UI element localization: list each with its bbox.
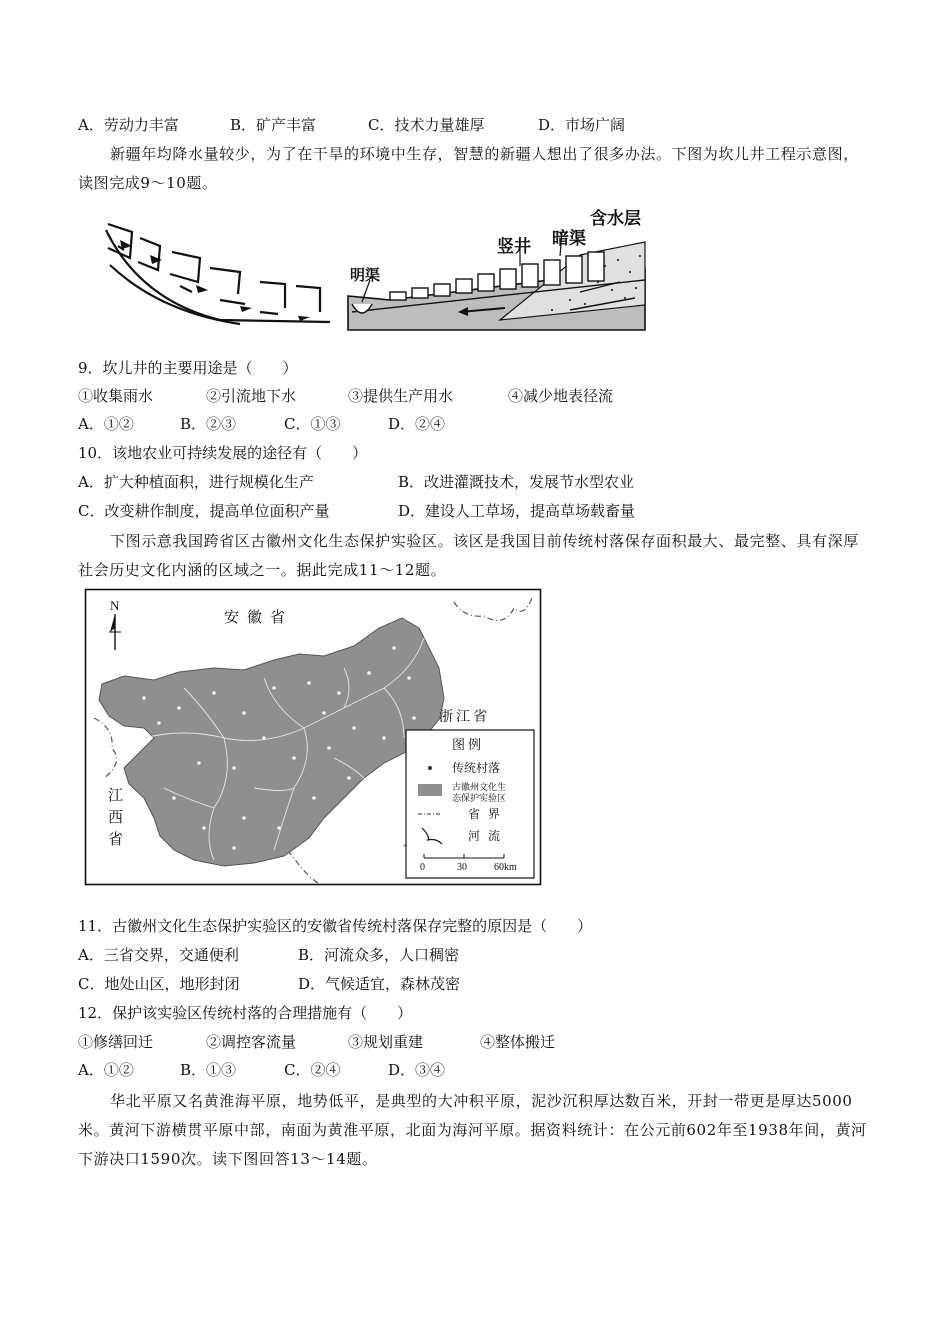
q10-choices-row1 [78, 472, 634, 492]
q9-choice-a: A．①② [78, 415, 134, 433]
scale-60: 60km [494, 862, 517, 873]
legend-river-label: 河流 [468, 829, 509, 843]
map-legend [406, 730, 534, 878]
huizhou-map [84, 588, 542, 886]
q9-stem: 9．坎儿井的主要用途是（ ） [78, 359, 298, 377]
q9-item-1: ①收集雨水 [78, 387, 154, 405]
q8-option-c: C．技术力量雄厚 [368, 116, 485, 134]
q8-options [78, 115, 625, 135]
legend-village-label: 传统村落 [452, 761, 501, 775]
q12-choice-a: A．①② [78, 1061, 134, 1079]
q11-choices-row2 [78, 974, 460, 994]
q9-item-3: ③提供生产用水 [348, 387, 454, 405]
intro-13-14: 华北平原又名黄淮海平原，地势低平，是典型的大冲积平原，泥沙沉积厚达数百米，开封一带更是厚达5000米。黄河下游横贯平原中部，南面为黄淮平原，北面为海河平原。据资料统计：在公元前602年至1938年间，黄河下游决口1590次。读下图回答13～14题。 [78, 1092, 867, 1168]
legend-title: 图例 [452, 737, 485, 752]
label-jiangxi-2: 西 [108, 810, 124, 826]
intro-11-12: 下图示意我国跨省区古徽州文化生态保护实验区。该区是我国目前传统村落保存面积最大、最完整、具有深厚社会历史文化内涵的区域之一。据此完成11～12题。 [78, 532, 859, 579]
karez-sketch-arrows [120, 240, 310, 321]
scale-0: 0 [420, 862, 425, 873]
q8-option-a: A．劳动力丰富 [78, 116, 179, 134]
q9-item-4: ④减少地表径流 [508, 387, 614, 405]
q11-choice-a: A．三省交界，交通便利 [78, 946, 239, 964]
q10-stem: 10．该地农业可持续发展的途径有（ ） [78, 444, 368, 462]
q9-choice-d: D．②④ [388, 415, 446, 433]
q9-choices [78, 414, 445, 434]
karez-label-aquifer: 含水层 [590, 209, 641, 229]
q11-stem: 11．古徽州文化生态保护实验区的安徽省传统村落保存完整的原因是（ ） [78, 917, 593, 935]
karez-label-dark-canal: 暗渠 [552, 229, 586, 249]
q11-choice-b: B．河流众多，人口稠密 [298, 946, 460, 964]
q10-choices-row2 [78, 501, 635, 521]
q10-choice-d: D．建设人工草场，提高草场载畜量 [398, 502, 636, 520]
q8-option-b: B．矿产丰富 [230, 116, 317, 134]
q9-choice-c: C．①③ [284, 415, 341, 433]
intro-9-10: 新疆年均降水量较少，为了在干旱的环境中生存，智慧的新疆人想出了很多办法。下图为坎儿井工程示意图，读图完成9～10题。 [78, 145, 859, 192]
karez-diagram [100, 200, 660, 335]
q9-items [78, 386, 613, 406]
north-label: N [110, 598, 120, 613]
label-anhui: 安徽省 [224, 610, 294, 626]
q12-item-2: ②调控客流量 [206, 1033, 297, 1051]
karez-label-shaft: 竖井 [497, 237, 531, 257]
scale-30: 30 [457, 862, 467, 873]
legend-zone-symbol [418, 784, 442, 796]
q10-choice-c: C．改变耕作制度，提高单位面积产量 [78, 502, 330, 520]
q12-choices [78, 1060, 445, 1080]
q11-choice-c: C．地处山区，地形封闭 [78, 975, 240, 993]
q12-item-1: ①修缮回迁 [78, 1033, 154, 1051]
q12-choice-b: B．①③ [180, 1061, 237, 1079]
q9-item-2: ②引流地下水 [206, 387, 297, 405]
q12-item-4: ④整体搬迁 [480, 1033, 556, 1051]
q10-choice-a: A．扩大种植面积，进行规模化生产 [78, 473, 314, 491]
karez-label-open-canal: 明渠 [350, 266, 381, 284]
q11-choices-row1 [78, 945, 459, 965]
q12-stem: 12．保护该实验区传统村落的合理措施有（ ） [78, 1004, 413, 1022]
label-jiangxi-1: 江 [108, 788, 124, 804]
q12-choice-c: C．②④ [284, 1061, 341, 1079]
q12-item-3: ③规划重建 [348, 1033, 424, 1051]
q12-choice-d: D．③④ [388, 1061, 446, 1079]
legend-zone-label-2: 态保护实验区 [452, 793, 507, 803]
q11-choice-d: D．气候适宜，森林茂密 [298, 975, 461, 993]
legend-border-label: 省界 [468, 807, 509, 821]
q12-items [78, 1032, 555, 1052]
label-jiangxi-3: 省 [108, 832, 124, 848]
q10-choice-b: B．改进灌溉技术，发展节水型农业 [398, 473, 635, 491]
q8-option-d: D．市场广阔 [538, 116, 626, 134]
legend-zone-label-1: 古徽州文化生 [452, 782, 507, 792]
q9-choice-b: B．②③ [180, 415, 237, 433]
karez-sketch-left [106, 224, 330, 324]
label-zhejiang: 浙江省 [439, 710, 490, 725]
legend-village-symbol [428, 766, 432, 770]
